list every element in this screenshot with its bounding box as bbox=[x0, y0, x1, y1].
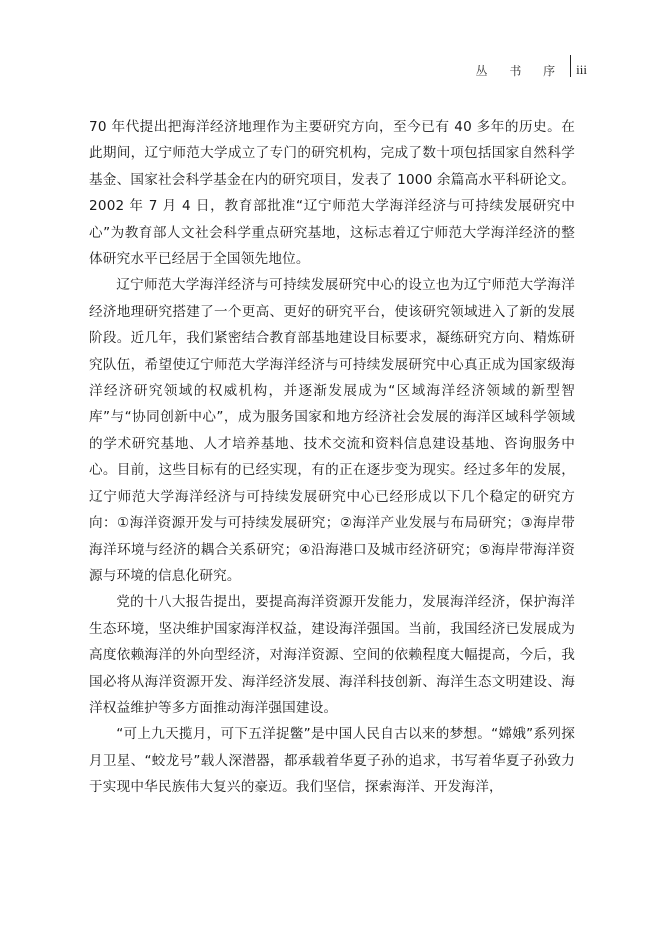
paragraph: 辽宁师范大学海洋经济与可持续发展研究中心的设立也为辽宁师范大学海洋经济地理研究搭建了一个更高、更好的研究平台，使该研究领域进入了新的发展阶段。近几年，我们紧密结合教育部基地建设目标要求，凝练研究方向、精炼研究队伍，希望使辽宁师范大学海洋经济与可持续发展研究中心真正成为国家级海洋经济研究领域的权威机构，并逐渐发展成为“区域海洋经济领域的新型智库”与“协同创新中心”，成为服务国家和地方经济社会发展的海洋区域科学领域的学术研究基地、人才培养基地、技术交流和资料信息建设基地、咨询服务中心。目前，这些目标有的已经实现，有的正在逐步变为现实。经过多年的发展，辽宁师范大学海洋经济与可持续发展研究中心已经形成以下几个稳定的研究方向：①海洋资源开发与可持续发展研究；②海洋产业发展与布局研究；③海岸带海洋环境与经济的耦合关系研究；④沿海港口及城市经济研究；⑤海岸带海洋资源与环境的信息化研究。 bbox=[89, 277, 575, 584]
paragraph: 党的十八大报告提出，要提高海洋资源开发能力，发展海洋经济，保护海洋生态环境，坚决维护国家海洋权益，建设海洋强国。当前，我国经济已发展成为高度依赖海洋的外向型经济，对海洋资源、空间的依赖程度大幅提高，今后，我国必将从海洋资源开发、海洋经济发展、海洋科技创新、海洋生态文明建设、海洋权益维护等多方面推动海洋强国建设。 bbox=[89, 594, 575, 716]
body-text bbox=[89, 114, 575, 801]
running-header bbox=[476, 60, 587, 80]
running-header-title: 丛 书 序 bbox=[475, 63, 565, 78]
paragraph-continued: 70 年代提出把海洋经济地理作为主要研究方向，至今已有 40 多年的历史。在此期间，辽宁师范大学成立了专门的研究机构，完成了数十项包括国家自然科学基金、国家社会科学基金在内的研究项目，发表了 1000 余篇高水平科研论文。2002 年 7 月 4 日，教育部批准“辽宁师范大学海洋经济与可持续发展研究中心”为教育部人文社会科学重点研究基地，这标志着辽宁师范大学海洋经济的整体研究水平已经居于全国领先地位。 bbox=[89, 119, 575, 268]
paragraph: “可上九天揽月，可下五洋捉鳖”是中国人民自古以来的梦想。“嫦娥”系列探月卫星、“蛟龙号”载人深潜器，都承载着华夏子孙的追求，书写着华夏子孙致力于实现中华民族伟大复兴的豪迈。我们坚信，探索海洋、开发海洋， bbox=[89, 726, 575, 796]
page-number: iii bbox=[576, 62, 587, 77]
header-divider bbox=[570, 55, 571, 77]
